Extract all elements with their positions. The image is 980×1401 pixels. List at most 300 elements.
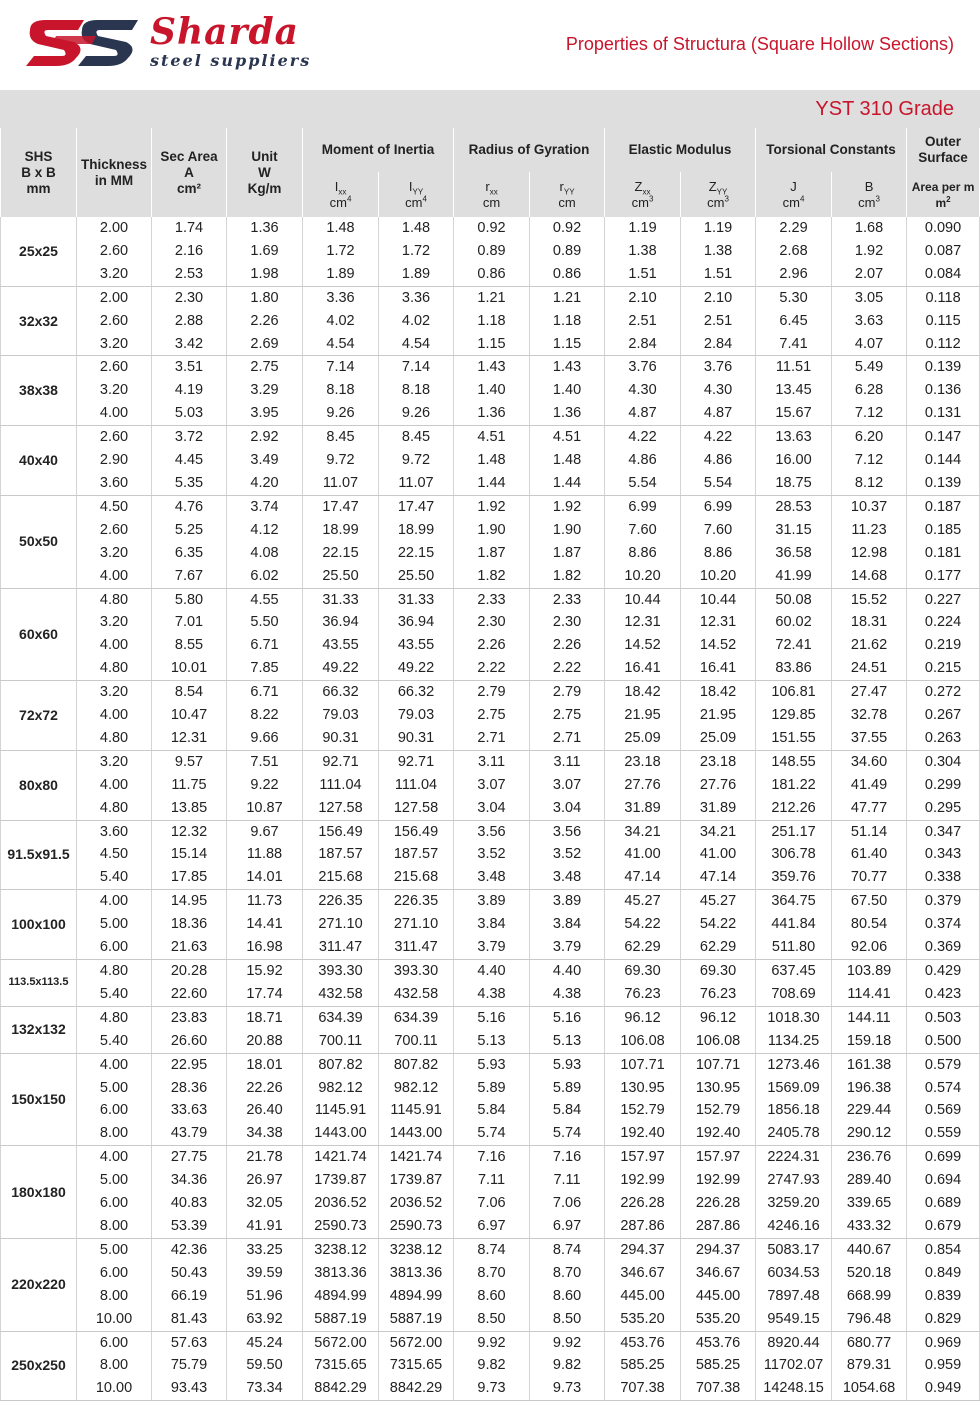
value-cell: 0.267 (907, 704, 980, 727)
value-cell: 76.23 (681, 983, 756, 1006)
value-cell: 3.20 (77, 542, 152, 565)
value-cell: 1.44 (530, 472, 605, 495)
value-cell: 62.29 (605, 936, 681, 959)
value-cell: 192.40 (681, 1122, 756, 1145)
value-cell: 433.32 (832, 1215, 907, 1238)
value-cell: 66.32 (379, 681, 454, 704)
value-cell: 8.00 (77, 1215, 152, 1238)
value-cell: 5.13 (454, 1030, 530, 1053)
value-cell: 1018.30 (756, 1006, 832, 1029)
value-cell: 1421.74 (379, 1146, 454, 1169)
value-cell: 3.56 (530, 820, 605, 843)
value-cell: 9.26 (379, 402, 454, 425)
value-cell: 10.00 (77, 1308, 152, 1331)
value-cell: 66.32 (303, 681, 379, 704)
value-cell: 4.08 (227, 542, 303, 565)
value-cell: 2.75 (454, 704, 530, 727)
value-cell: 3.07 (530, 774, 605, 797)
value-cell: 16.41 (605, 657, 681, 680)
value-cell: 39.59 (227, 1262, 303, 1285)
value-cell: 45.24 (227, 1331, 303, 1354)
value-cell: 1.74 (152, 217, 227, 240)
value-cell: 1.82 (454, 565, 530, 588)
value-cell: 181.22 (756, 774, 832, 797)
value-cell: 13.85 (152, 797, 227, 820)
value-cell: 251.17 (756, 820, 832, 843)
value-cell: 22.95 (152, 1053, 227, 1076)
value-cell: 16.41 (681, 657, 756, 680)
value-cell: 6.00 (77, 1099, 152, 1122)
header-radius-of-gyration: Radius of Gyration (454, 128, 605, 172)
table-row (1, 1169, 980, 1192)
value-cell: 6.71 (227, 681, 303, 704)
value-cell: 11.51 (756, 356, 832, 379)
value-cell: 15.52 (832, 588, 907, 611)
value-cell: 34.21 (605, 820, 681, 843)
value-cell: 144.11 (832, 1006, 907, 1029)
value-cell: 2.92 (227, 426, 303, 449)
value-cell: 4.00 (77, 774, 152, 797)
table-row (1, 936, 980, 959)
value-cell: 2036.52 (379, 1192, 454, 1215)
value-cell: 4.00 (77, 704, 152, 727)
table-row (1, 1285, 980, 1308)
value-cell: 4.00 (77, 634, 152, 657)
value-cell: 0.559 (907, 1122, 980, 1145)
value-cell: 6034.53 (756, 1262, 832, 1285)
value-cell: 393.30 (379, 960, 454, 983)
value-cell: 14.01 (227, 866, 303, 889)
value-cell: 18.71 (227, 1006, 303, 1029)
value-cell: 2.22 (530, 657, 605, 680)
value-cell: 96.12 (681, 1006, 756, 1029)
value-cell: 3.36 (303, 286, 379, 309)
value-cell: 2590.73 (379, 1215, 454, 1238)
value-cell: 0.139 (907, 472, 980, 495)
value-cell: 41.00 (605, 843, 681, 866)
section-size-cell: 113.5x113.5 (1, 960, 77, 1007)
value-cell: 25.50 (303, 565, 379, 588)
value-cell: 707.38 (681, 1377, 756, 1400)
value-cell: 707.38 (605, 1377, 681, 1400)
value-cell: 0.185 (907, 519, 980, 542)
value-cell: 0.579 (907, 1053, 980, 1076)
value-cell: 1739.87 (379, 1169, 454, 1192)
value-cell: 51.14 (832, 820, 907, 843)
value-cell: 0.144 (907, 449, 980, 472)
value-cell: 432.58 (379, 983, 454, 1006)
value-cell: 3.76 (681, 356, 756, 379)
value-cell: 14.52 (605, 634, 681, 657)
value-cell: 3.52 (454, 843, 530, 866)
value-cell: 107.71 (681, 1053, 756, 1076)
value-cell: 2.33 (454, 588, 530, 611)
header-moment-of-inertia: Moment of Inertia (303, 128, 454, 172)
value-cell: 9.72 (379, 449, 454, 472)
value-cell: 668.99 (832, 1285, 907, 1308)
value-cell: 18.42 (681, 681, 756, 704)
table-row (1, 310, 980, 333)
value-cell: 0.689 (907, 1192, 980, 1215)
value-cell: 21.95 (681, 704, 756, 727)
value-cell: 21.95 (605, 704, 681, 727)
value-cell: 2.71 (530, 727, 605, 750)
value-cell: 1.82 (530, 565, 605, 588)
value-cell: 4.80 (77, 797, 152, 820)
value-cell: 2.10 (681, 286, 756, 309)
section-size-cell: 38x38 (1, 356, 77, 426)
value-cell: 2.79 (454, 681, 530, 704)
value-cell: 196.38 (832, 1077, 907, 1100)
value-cell: 79.03 (379, 704, 454, 727)
value-cell: 585.25 (681, 1354, 756, 1377)
value-cell: 8842.29 (303, 1377, 379, 1400)
value-cell: 2.00 (77, 286, 152, 309)
value-cell: 152.79 (605, 1099, 681, 1122)
value-cell: 31.15 (756, 519, 832, 542)
table-row (1, 774, 980, 797)
value-cell: 7.60 (605, 519, 681, 542)
value-cell: 2.53 (152, 263, 227, 286)
value-cell: 6.00 (77, 936, 152, 959)
value-cell: 73.34 (227, 1377, 303, 1400)
value-cell: 982.12 (379, 1077, 454, 1100)
value-cell: 111.04 (303, 774, 379, 797)
value-cell: 807.82 (303, 1053, 379, 1076)
value-cell: 1.48 (379, 217, 454, 240)
value-cell: 1569.09 (756, 1077, 832, 1100)
value-cell: 34.36 (152, 1169, 227, 1192)
value-cell: 0.959 (907, 1354, 980, 1377)
value-cell: 8.60 (454, 1285, 530, 1308)
value-cell: 1.40 (454, 379, 530, 402)
value-cell: 8842.29 (379, 1377, 454, 1400)
value-cell: 7.12 (832, 402, 907, 425)
value-cell: 1.43 (454, 356, 530, 379)
value-cell: 7897.48 (756, 1285, 832, 1308)
value-cell: 5.00 (77, 1238, 152, 1261)
value-cell: 3.76 (605, 356, 681, 379)
value-cell: 1.90 (530, 519, 605, 542)
value-cell: 287.86 (681, 1215, 756, 1238)
value-cell: 585.25 (605, 1354, 681, 1377)
value-cell: 0.347 (907, 820, 980, 843)
value-cell: 0.86 (454, 263, 530, 286)
value-cell: 6.99 (681, 495, 756, 518)
table-row (1, 1099, 980, 1122)
value-cell: 61.40 (832, 843, 907, 866)
value-cell: 83.86 (756, 657, 832, 680)
value-cell: 192.40 (605, 1122, 681, 1145)
value-cell: 41.99 (756, 565, 832, 588)
value-cell: 16.98 (227, 936, 303, 959)
value-cell: 28.53 (756, 495, 832, 518)
value-cell: 8.86 (681, 542, 756, 565)
value-cell: 6.45 (756, 310, 832, 333)
value-cell: 4.40 (454, 960, 530, 983)
value-cell: 4894.99 (303, 1285, 379, 1308)
value-cell: 1.21 (454, 286, 530, 309)
table-row (1, 1377, 980, 1400)
value-cell: 8.86 (605, 542, 681, 565)
value-cell: 2.71 (454, 727, 530, 750)
value-cell: 1.15 (454, 333, 530, 356)
value-cell: 9.67 (227, 820, 303, 843)
table-row (1, 913, 980, 936)
value-cell: 7315.65 (379, 1354, 454, 1377)
value-cell: 31.89 (681, 797, 756, 820)
value-cell: 3.52 (530, 843, 605, 866)
value-cell: 1.43 (530, 356, 605, 379)
value-cell: 6.02 (227, 565, 303, 588)
value-cell: 708.69 (756, 983, 832, 1006)
value-cell: 148.55 (756, 750, 832, 773)
header-zyy: $Z_{YY}$ $cm^3$ (681, 172, 756, 217)
value-cell: 8.50 (454, 1308, 530, 1331)
value-cell: 3.49 (227, 449, 303, 472)
value-cell: 5.74 (454, 1122, 530, 1145)
value-cell: 8.18 (303, 379, 379, 402)
value-cell: 4.22 (681, 426, 756, 449)
value-cell: 18.36 (152, 913, 227, 936)
value-cell: 20.88 (227, 1030, 303, 1053)
value-cell: 4.80 (77, 588, 152, 611)
value-cell: 3.20 (77, 333, 152, 356)
value-cell: 13.63 (756, 426, 832, 449)
value-cell: 1134.25 (756, 1030, 832, 1053)
value-cell: 0.338 (907, 866, 980, 889)
section-size-cell: 150x150 (1, 1053, 77, 1146)
value-cell: 9.26 (303, 402, 379, 425)
value-cell: 0.969 (907, 1331, 980, 1354)
value-cell: 1.89 (379, 263, 454, 286)
value-cell: 4.51 (454, 426, 530, 449)
value-cell: 45.27 (681, 890, 756, 913)
value-cell: 2.51 (681, 310, 756, 333)
value-cell: 3.89 (530, 890, 605, 913)
value-cell: 2.30 (530, 611, 605, 634)
value-cell: 0.263 (907, 727, 980, 750)
value-cell: 441.84 (756, 913, 832, 936)
value-cell: 5.16 (530, 1006, 605, 1029)
value-cell: 1443.00 (379, 1122, 454, 1145)
value-cell: 106.08 (681, 1030, 756, 1053)
value-cell: 2.00 (77, 217, 152, 240)
value-cell: 22.15 (379, 542, 454, 565)
table-row (1, 1146, 980, 1169)
value-cell: 511.80 (756, 936, 832, 959)
value-cell: 4.51 (530, 426, 605, 449)
value-cell: 5.03 (152, 402, 227, 425)
value-cell: 0.090 (907, 217, 980, 240)
value-cell: 8.12 (832, 472, 907, 495)
table-row (1, 820, 980, 843)
value-cell: 4.50 (77, 843, 152, 866)
value-cell: 359.76 (756, 866, 832, 889)
value-cell: 5672.00 (379, 1331, 454, 1354)
table-row (1, 356, 980, 379)
table-row (1, 890, 980, 913)
section-size-cell: 180x180 (1, 1146, 77, 1239)
section-size-cell: 32x32 (1, 286, 77, 356)
value-cell: 0.084 (907, 263, 980, 286)
value-cell: 0.181 (907, 542, 980, 565)
value-cell: 0.136 (907, 379, 980, 402)
value-cell: 7.60 (681, 519, 756, 542)
value-cell: 2.69 (227, 333, 303, 356)
value-cell: 130.95 (605, 1077, 681, 1100)
table-row (1, 983, 980, 1006)
value-cell: 37.55 (832, 727, 907, 750)
value-cell: 2.79 (530, 681, 605, 704)
value-cell: 23.18 (681, 750, 756, 773)
value-cell: 8.74 (530, 1238, 605, 1261)
value-cell: 3.51 (152, 356, 227, 379)
value-cell: 535.20 (605, 1308, 681, 1331)
value-cell: 31.89 (605, 797, 681, 820)
value-cell: 364.75 (756, 890, 832, 913)
value-cell: 187.57 (303, 843, 379, 866)
value-cell: 5.84 (454, 1099, 530, 1122)
value-cell: 8.70 (454, 1262, 530, 1285)
value-cell: 7.11 (454, 1169, 530, 1192)
value-cell: 4.00 (77, 565, 152, 588)
value-cell: 27.47 (832, 681, 907, 704)
value-cell: 1.38 (605, 240, 681, 263)
header-area: Sec Area A cm² (152, 128, 227, 217)
value-cell: 215.68 (303, 866, 379, 889)
value-cell: 2.96 (756, 263, 832, 286)
table-row (1, 634, 980, 657)
value-cell: 72.41 (756, 634, 832, 657)
value-cell: 1.90 (454, 519, 530, 542)
value-cell: 311.47 (303, 936, 379, 959)
value-cell: 2.60 (77, 310, 152, 333)
value-cell: 271.10 (379, 913, 454, 936)
header-weight: Unit W Kg/m (227, 128, 303, 217)
value-cell: 26.40 (227, 1099, 303, 1122)
value-cell: 6.99 (605, 495, 681, 518)
value-cell: 3.20 (77, 263, 152, 286)
value-cell: 106.08 (605, 1030, 681, 1053)
value-cell: 26.97 (227, 1169, 303, 1192)
value-cell: 4.87 (681, 402, 756, 425)
value-cell: 5.93 (530, 1053, 605, 1076)
value-cell: 1145.91 (303, 1099, 379, 1122)
value-cell: 4.80 (77, 727, 152, 750)
value-cell: 26.60 (152, 1030, 227, 1053)
table-row (1, 797, 980, 820)
value-cell: 54.22 (681, 913, 756, 936)
value-cell: 346.67 (605, 1262, 681, 1285)
table-body (1, 217, 980, 1401)
grade-label: YST 310 Grade (815, 98, 954, 120)
value-cell: 17.47 (303, 495, 379, 518)
value-cell: 3.95 (227, 402, 303, 425)
value-cell: 1.87 (530, 542, 605, 565)
value-cell: 0.829 (907, 1308, 980, 1331)
value-cell: 5.50 (227, 611, 303, 634)
value-cell: 15.92 (227, 960, 303, 983)
value-cell: 5.89 (530, 1077, 605, 1100)
value-cell: 27.76 (681, 774, 756, 797)
table-row (1, 611, 980, 634)
value-cell: 28.36 (152, 1077, 227, 1100)
value-cell: 12.98 (832, 542, 907, 565)
value-cell: 32.05 (227, 1192, 303, 1215)
value-cell: 15.14 (152, 843, 227, 866)
value-cell: 4246.16 (756, 1215, 832, 1238)
value-cell: 0.849 (907, 1262, 980, 1285)
value-cell: 25.09 (681, 727, 756, 750)
value-cell: 236.76 (832, 1146, 907, 1169)
value-cell: 2.84 (605, 333, 681, 356)
value-cell: 2.51 (605, 310, 681, 333)
value-cell: 6.00 (77, 1192, 152, 1215)
value-cell: 226.35 (303, 890, 379, 913)
value-cell: 22.26 (227, 1077, 303, 1100)
value-cell: 192.99 (605, 1169, 681, 1192)
grade-bar (0, 90, 980, 128)
value-cell: 5.74 (530, 1122, 605, 1145)
table-row (1, 1308, 980, 1331)
value-cell: 8.00 (77, 1285, 152, 1308)
value-cell: 4.02 (303, 310, 379, 333)
value-cell: 11.88 (227, 843, 303, 866)
value-cell: 1.68 (832, 217, 907, 240)
value-cell: 9549.15 (756, 1308, 832, 1331)
section-size-cell: 50x50 (1, 495, 77, 588)
value-cell: 4.80 (77, 1006, 152, 1029)
value-cell: 7315.65 (303, 1354, 379, 1377)
value-cell: 70.77 (832, 866, 907, 889)
value-cell: 0.86 (530, 263, 605, 286)
value-cell: 1.15 (530, 333, 605, 356)
value-cell: 5.49 (832, 356, 907, 379)
value-cell: 6.97 (530, 1215, 605, 1238)
header-size: SHS B x B mm (1, 128, 77, 217)
value-cell: 0.500 (907, 1030, 980, 1053)
value-cell: 0.224 (907, 611, 980, 634)
value-cell: 2.60 (77, 519, 152, 542)
value-cell: 31.33 (303, 588, 379, 611)
value-cell: 3.07 (454, 774, 530, 797)
value-cell: 700.11 (303, 1030, 379, 1053)
value-cell: 1.48 (454, 449, 530, 472)
value-cell: 23.83 (152, 1006, 227, 1029)
value-cell: 25.09 (605, 727, 681, 750)
value-cell: 63.92 (227, 1308, 303, 1331)
value-cell: 0.423 (907, 983, 980, 1006)
value-cell: 27.76 (605, 774, 681, 797)
value-cell: 1.18 (454, 310, 530, 333)
value-cell: 10.44 (681, 588, 756, 611)
value-cell: 453.76 (681, 1331, 756, 1354)
table-row (1, 727, 980, 750)
value-cell: 0.177 (907, 565, 980, 588)
value-cell: 1.36 (227, 217, 303, 240)
value-cell: 92.71 (303, 750, 379, 773)
value-cell: 2.60 (77, 240, 152, 263)
value-cell: 1739.87 (303, 1169, 379, 1192)
value-cell: 7.67 (152, 565, 227, 588)
value-cell: 92.06 (832, 936, 907, 959)
value-cell: 23.18 (605, 750, 681, 773)
value-cell: 41.00 (681, 843, 756, 866)
value-cell: 5083.17 (756, 1238, 832, 1261)
value-cell: 7.16 (454, 1146, 530, 1169)
header-torsional-constants: Torsional Constants (756, 128, 907, 172)
